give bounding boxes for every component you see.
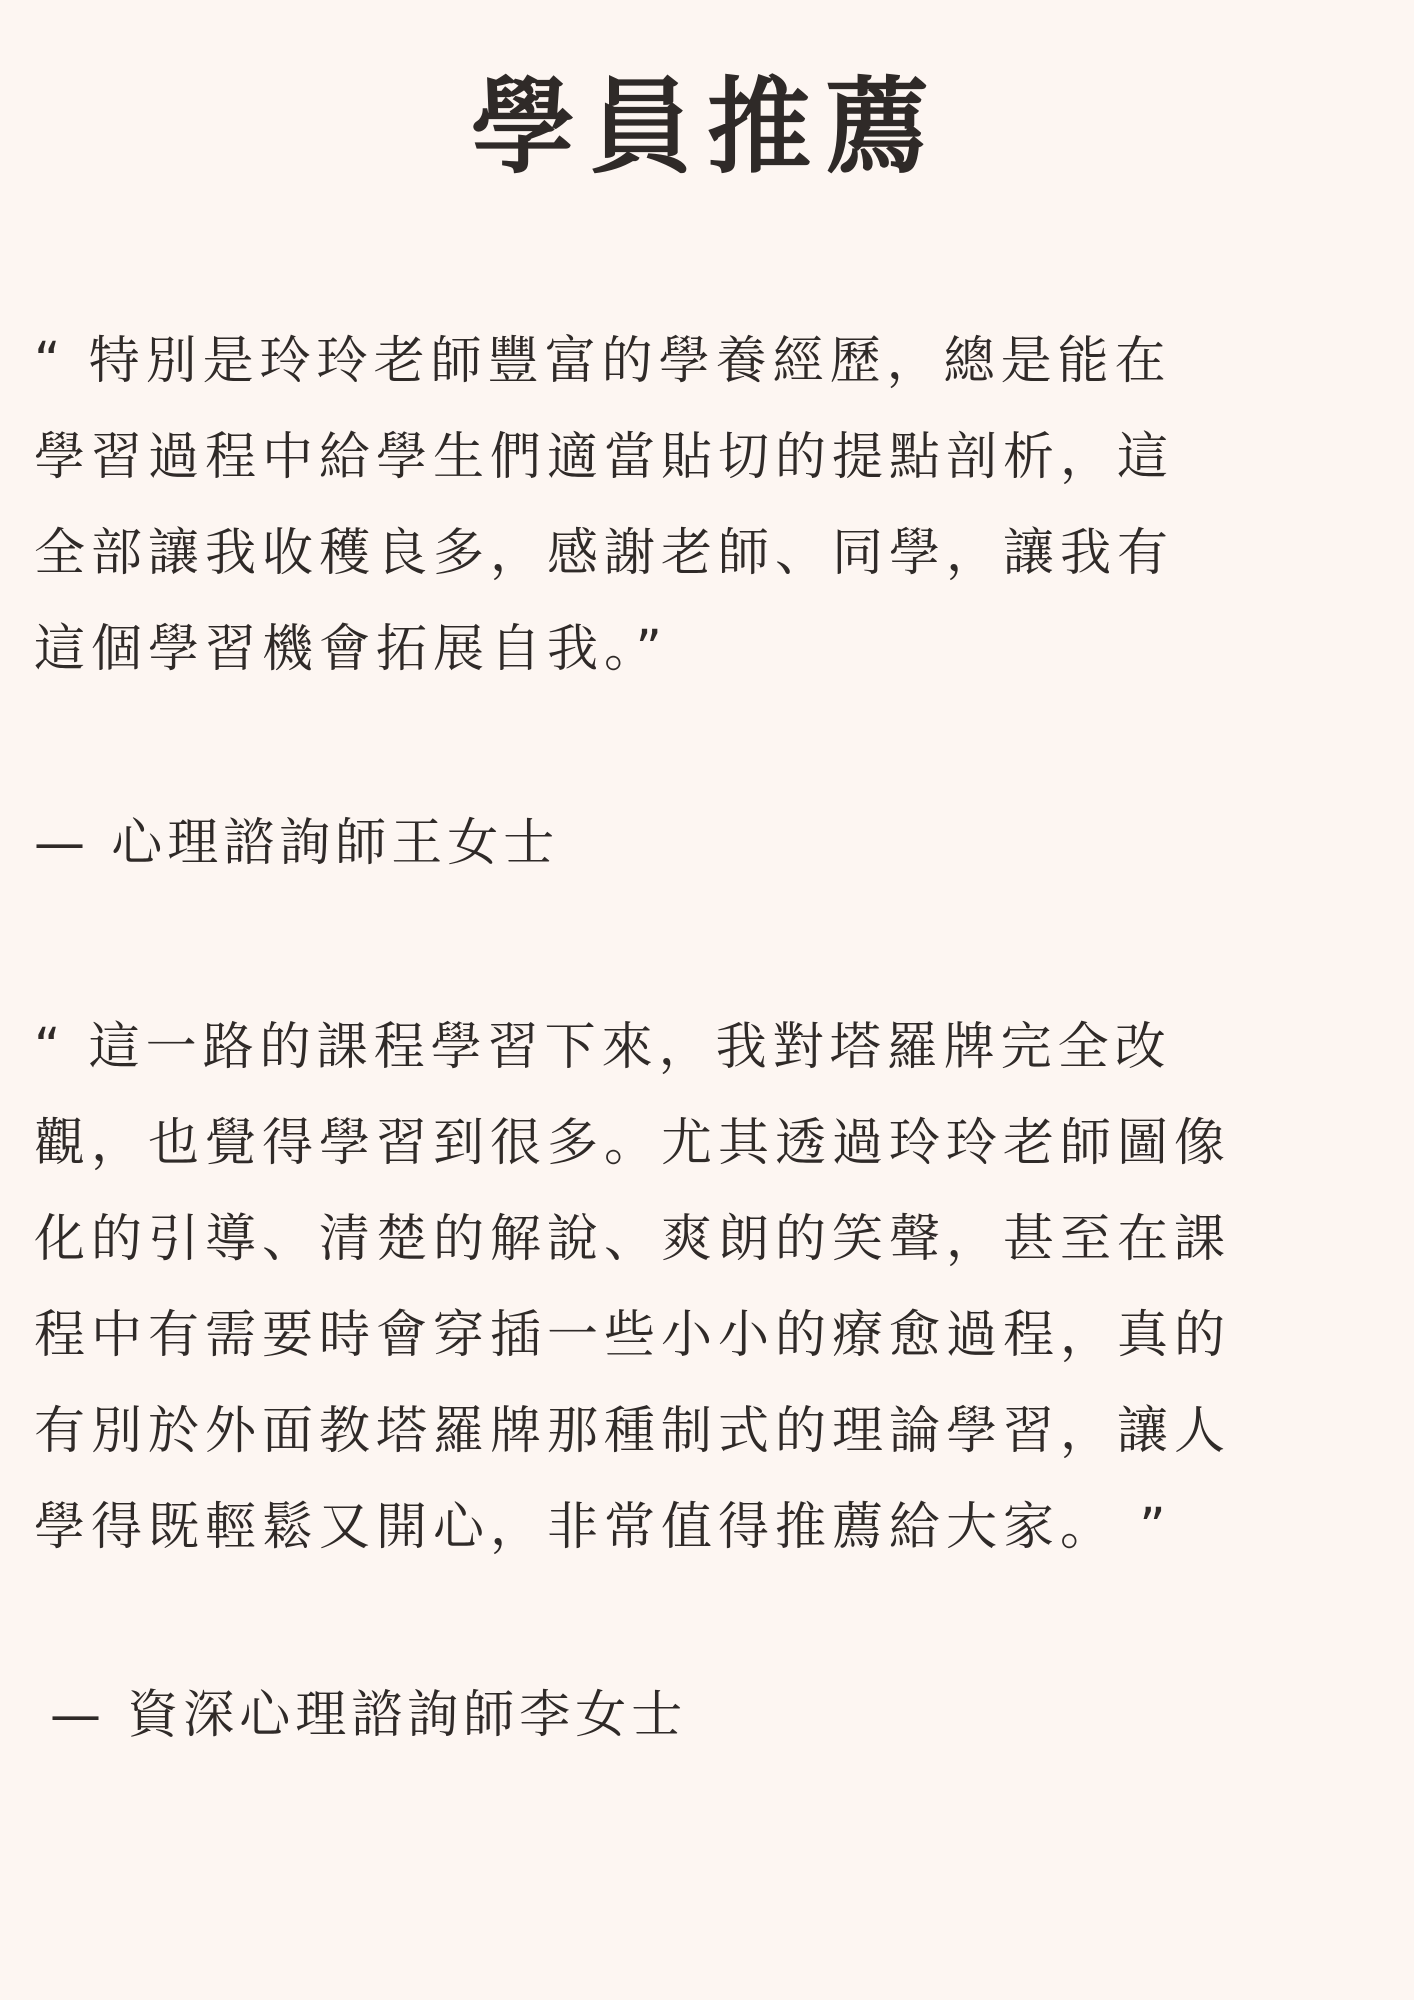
- testimonial-quote-2: [34, 1000, 1231, 1576]
- testimonial-quote-1: [34, 314, 1174, 698]
- quote-line: 有別於外面教塔羅牌那種制式的理論學習，讓人: [34, 1402, 1232, 1461]
- quote-line: 學得既輕鬆又開心，非常值得推薦給大家。 ”: [34, 1498, 1172, 1557]
- quote-line: “ 這一路的課程學習下來，我對塔羅牌完全改: [34, 1018, 1172, 1077]
- quote-line: 學習過程中給學生們適當貼切的提點剖析，這: [34, 428, 1175, 487]
- testimonial-attribution-2: — 資深心理諮詢師李女士: [50, 1686, 688, 1745]
- page-title: 學員推薦: [470, 65, 943, 188]
- quote-line: “ 特別是玲玲老師豐富的學養經歷，總是能在: [34, 332, 1172, 391]
- testimonial-attribution-1: — 心理諮詢師王女士: [34, 814, 560, 873]
- quote-line: 化的引導、清楚的解說、爽朗的笑聲，甚至在課: [34, 1210, 1232, 1269]
- quote-line: 觀，也覺得學習到很多。尤其透過玲玲老師圖像: [34, 1114, 1232, 1173]
- quote-line: 程中有需要時會穿插一些小小的療愈過程，真的: [34, 1306, 1232, 1365]
- quote-line: 全部讓我收穫良多，感謝老師、同學，讓我有: [34, 524, 1175, 583]
- quote-line: 這個學習機會拓展自我。”: [34, 620, 668, 679]
